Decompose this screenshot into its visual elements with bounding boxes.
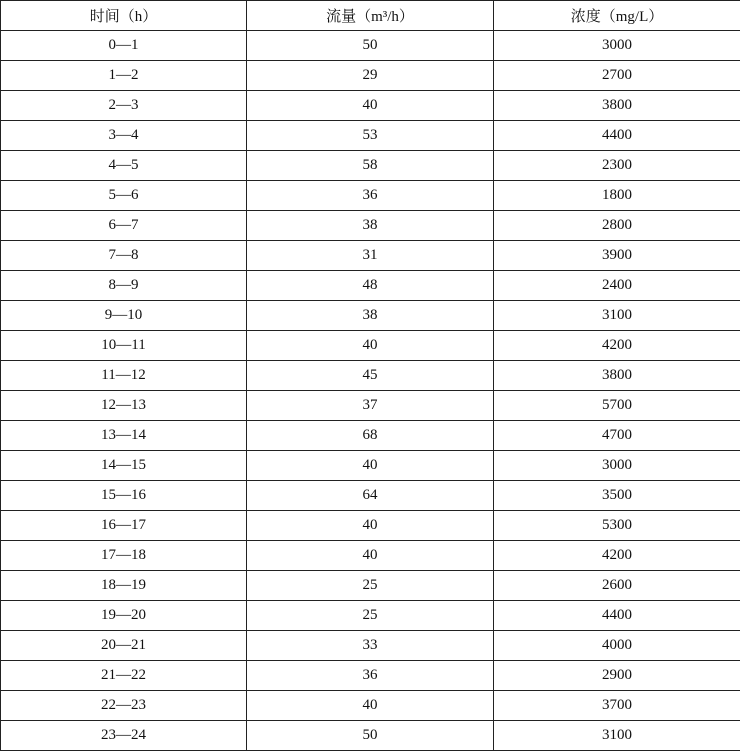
cell-time: 17—18 — [1, 541, 247, 571]
cell-time: 18—19 — [1, 571, 247, 601]
table-body — [1, 31, 740, 751]
cell-concentration: 5300 — [494, 511, 740, 541]
cell-time: 23—24 — [1, 721, 247, 751]
header-flow: 流量（m³/h） — [247, 1, 494, 31]
cell-concentration: 3500 — [494, 481, 740, 511]
table-row — [1, 211, 740, 241]
cell-concentration: 3800 — [494, 91, 740, 121]
cell-concentration: 4000 — [494, 631, 740, 661]
cell-flow: 48 — [247, 271, 494, 301]
table-row — [1, 421, 740, 451]
cell-flow: 33 — [247, 631, 494, 661]
cell-flow: 40 — [247, 451, 494, 481]
table-row — [1, 181, 740, 211]
cell-time: 3—4 — [1, 121, 247, 151]
cell-concentration: 3800 — [494, 361, 740, 391]
cell-flow: 38 — [247, 301, 494, 331]
table-row — [1, 451, 740, 481]
cell-time: 6—7 — [1, 211, 247, 241]
table-row — [1, 661, 740, 691]
cell-concentration: 4200 — [494, 541, 740, 571]
table-row — [1, 691, 740, 721]
cell-concentration: 2400 — [494, 271, 740, 301]
cell-flow: 40 — [247, 541, 494, 571]
cell-flow: 29 — [247, 61, 494, 91]
cell-flow: 25 — [247, 571, 494, 601]
cell-concentration: 3000 — [494, 31, 740, 61]
cell-flow: 58 — [247, 151, 494, 181]
table-row — [1, 61, 740, 91]
cell-concentration: 3100 — [494, 301, 740, 331]
cell-time: 2—3 — [1, 91, 247, 121]
cell-flow: 53 — [247, 121, 494, 151]
cell-flow: 68 — [247, 421, 494, 451]
cell-concentration: 3100 — [494, 721, 740, 751]
cell-flow: 36 — [247, 661, 494, 691]
cell-time: 5—6 — [1, 181, 247, 211]
cell-concentration: 3900 — [494, 241, 740, 271]
cell-flow: 31 — [247, 241, 494, 271]
header-concentration: 浓度（mg/L） — [494, 1, 740, 31]
cell-time: 7—8 — [1, 241, 247, 271]
cell-flow: 25 — [247, 601, 494, 631]
cell-time: 8—9 — [1, 271, 247, 301]
cell-concentration: 4700 — [494, 421, 740, 451]
table-row — [1, 301, 740, 331]
cell-time: 21—22 — [1, 661, 247, 691]
cell-concentration: 2600 — [494, 571, 740, 601]
table-row — [1, 541, 740, 571]
table-row — [1, 271, 740, 301]
table-row — [1, 241, 740, 271]
cell-flow: 40 — [247, 91, 494, 121]
cell-flow: 37 — [247, 391, 494, 421]
table-row — [1, 31, 740, 61]
cell-concentration: 1800 — [494, 181, 740, 211]
cell-time: 16—17 — [1, 511, 247, 541]
cell-concentration: 5700 — [494, 391, 740, 421]
cell-flow: 38 — [247, 211, 494, 241]
cell-concentration: 2700 — [494, 61, 740, 91]
cell-time: 12—13 — [1, 391, 247, 421]
table-row — [1, 601, 740, 631]
table-row — [1, 361, 740, 391]
cell-time: 11—12 — [1, 361, 247, 391]
cell-flow: 50 — [247, 721, 494, 751]
cell-time: 10—11 — [1, 331, 247, 361]
cell-time: 13—14 — [1, 421, 247, 451]
table-row — [1, 121, 740, 151]
table-row — [1, 331, 740, 361]
table-row — [1, 91, 740, 121]
table-row — [1, 631, 740, 661]
cell-concentration: 2800 — [494, 211, 740, 241]
cell-concentration: 2300 — [494, 151, 740, 181]
cell-flow: 40 — [247, 511, 494, 541]
cell-time: 9—10 — [1, 301, 247, 331]
table-row — [1, 391, 740, 421]
cell-flow: 50 — [247, 31, 494, 61]
table-row — [1, 721, 740, 751]
cell-flow: 64 — [247, 481, 494, 511]
cell-concentration: 4400 — [494, 601, 740, 631]
cell-time: 15—16 — [1, 481, 247, 511]
cell-time: 20—21 — [1, 631, 247, 661]
cell-concentration: 3000 — [494, 451, 740, 481]
cell-time: 22—23 — [1, 691, 247, 721]
header-time: 时间（h） — [1, 1, 247, 31]
cell-flow: 40 — [247, 691, 494, 721]
table-row — [1, 571, 740, 601]
cell-concentration: 2900 — [494, 661, 740, 691]
cell-time: 4—5 — [1, 151, 247, 181]
table-row — [1, 511, 740, 541]
cell-concentration: 4400 — [494, 121, 740, 151]
cell-flow: 36 — [247, 181, 494, 211]
cell-time: 14—15 — [1, 451, 247, 481]
table-row — [1, 151, 740, 181]
cell-flow: 40 — [247, 331, 494, 361]
cell-time: 0—1 — [1, 31, 247, 61]
header-row — [1, 1, 740, 31]
cell-concentration: 4200 — [494, 331, 740, 361]
cell-concentration: 3700 — [494, 691, 740, 721]
cell-time: 1—2 — [1, 61, 247, 91]
cell-time: 19—20 — [1, 601, 247, 631]
cell-flow: 45 — [247, 361, 494, 391]
table-row — [1, 481, 740, 511]
